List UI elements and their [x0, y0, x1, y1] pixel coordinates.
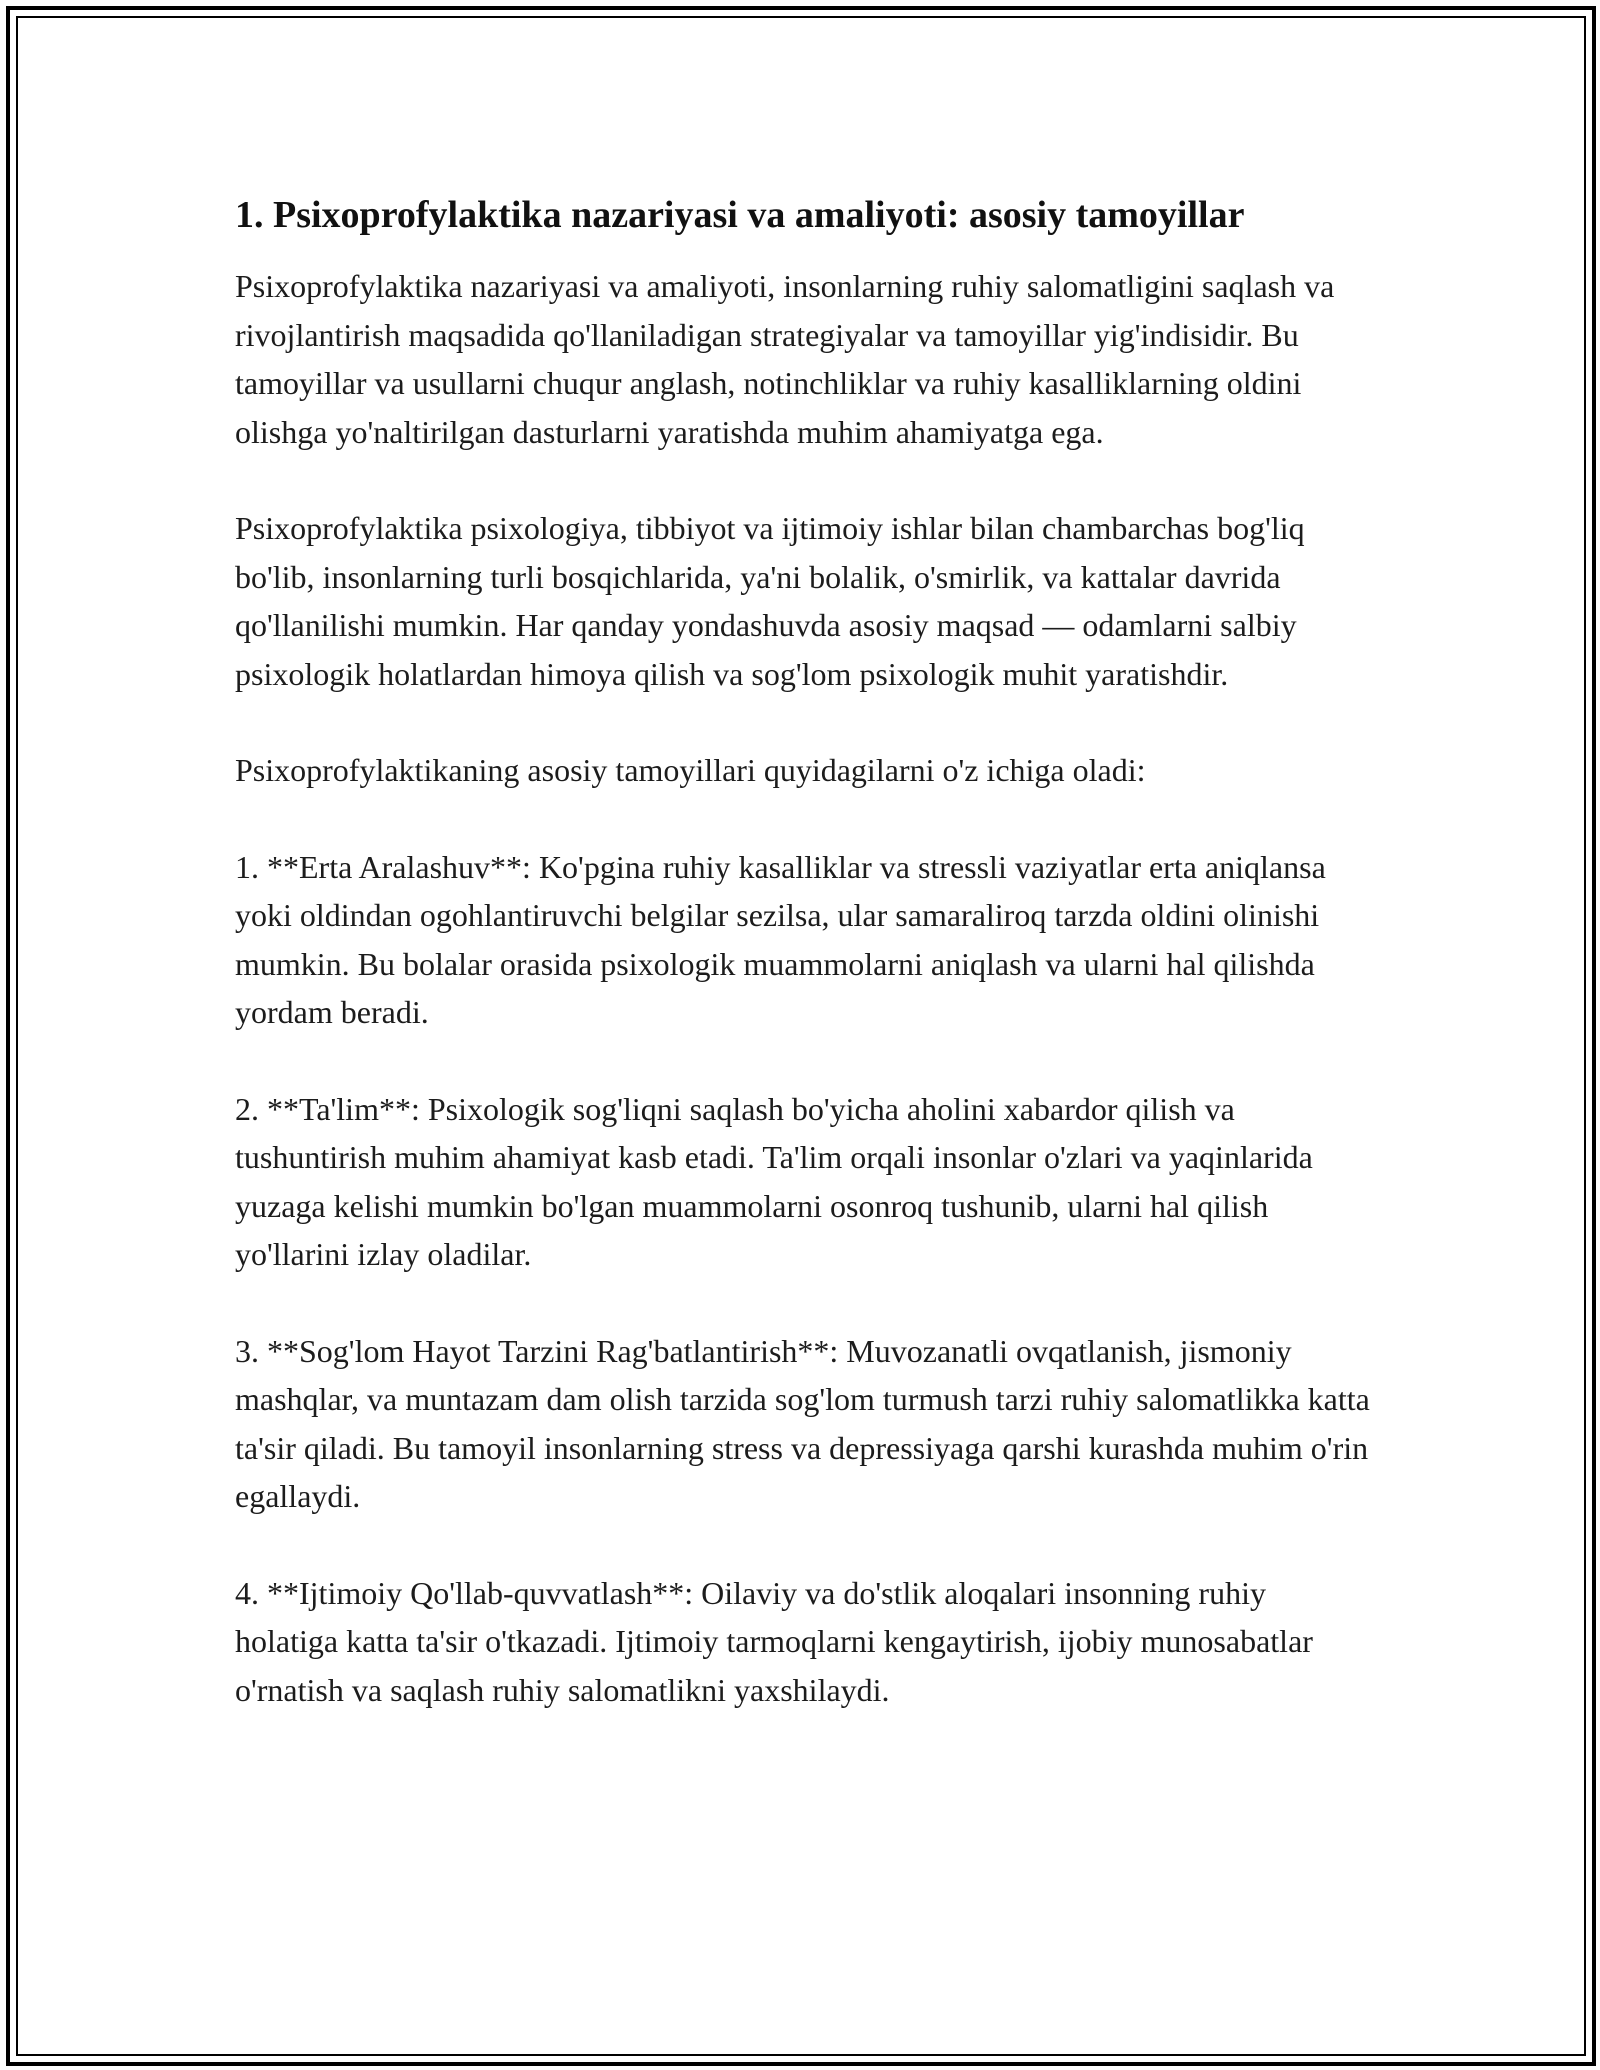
paragraph-context: Psixoprofylaktika psixologiya, tibbiyot va ijtimoiy ishlar bilan chambarchas bog'liq bo'lib, insonlarning turli bosqichlarida, ya'ni bolalik, o'smirlik, va kattalar davrida qo'llanilishi mumkin. Har qanday yondashuvda asosiy maqsad — odamlarni salbiy psixologik holatlardan himoya qilish va sog'lom psixologik muhit yaratishdir. [235, 510, 1305, 692]
document-body [235, 190, 1375, 1762]
paragraph-principles-lead: Psixoprofylaktikaning asosiy tamoyillari quyidagilarni o'z ichiga oladi: [235, 752, 1146, 788]
section-heading: 1. Psixoprofylaktika nazariyasi va amaliyoti: asosiy tamoyillar [235, 194, 1245, 236]
principle-item-healthy-lifestyle: 3. **Sog'lom Hayot Tarzini Rag'batlantirish**: Muvozanatli ovqatlanish, jismoniy mashqlar, va muntazam dam olish tarzida sog'lom turmush tarzi ruhiy salomatlikka katta ta'sir qiladi. Bu tamoyil insonlarning stress va depressiyaga qarshi kurashda muhim o'rin egallaydi. [235, 1332, 1370, 1514]
principle-item-education: 2. **Ta'lim**: Psixologik sog'liqni saqlash bo'yicha aholini xabardor qilish va tushuntirish muhim ahamiyat kasb etadi. Ta'lim orqali insonlar o'zlari va yaqinlarida yuzaga kelishi mumkin bo'lgan muammolarni osonroq tushunib, ularni hal qilish yo'llarini izlay oladilar. [235, 1090, 1313, 1272]
principle-item-early-intervention: 1. **Erta Aralashuv**: Ko'pgina ruhiy kasalliklar va stressli vaziyatlar erta aniqlansa yoki oldindan ogohlantiruvchi belgilar sezilsa, ular samaraliroq tarzda oldini olinishi mumkin. Bu bolalar orasida psixologik muammolarni aniqlash va ularni hal qilishda yordam beradi. [235, 848, 1326, 1030]
paragraph-intro: Psixoprofylaktika nazariyasi va amaliyoti, insonlarning ruhiy salomatligini saqlash va rivojlantirish maqsadida qo'llaniladigan strategiyalar va tamoyillar yig'indisidir. Bu tamoyillar va usullarni chuqur anglash, notinchliklar va ruhiy kasalliklarning oldini olishga yo'naltirilgan dasturlarni yaratishda muhim ahamiyatga ega. [235, 268, 1335, 450]
principle-item-social-support: 4. **Ijtimoiy Qo'llab-quvvatlash**: Oilaviy va do'stlik aloqalari insonning ruhiy holatiga katta ta'sir o'tkazadi. Ijtimoiy tarmoqlarni kengaytirish, ijobiy munosabatlar o'rnatish va saqlash ruhiy salomatlikni yaxshilaydi. [235, 1574, 1313, 1708]
